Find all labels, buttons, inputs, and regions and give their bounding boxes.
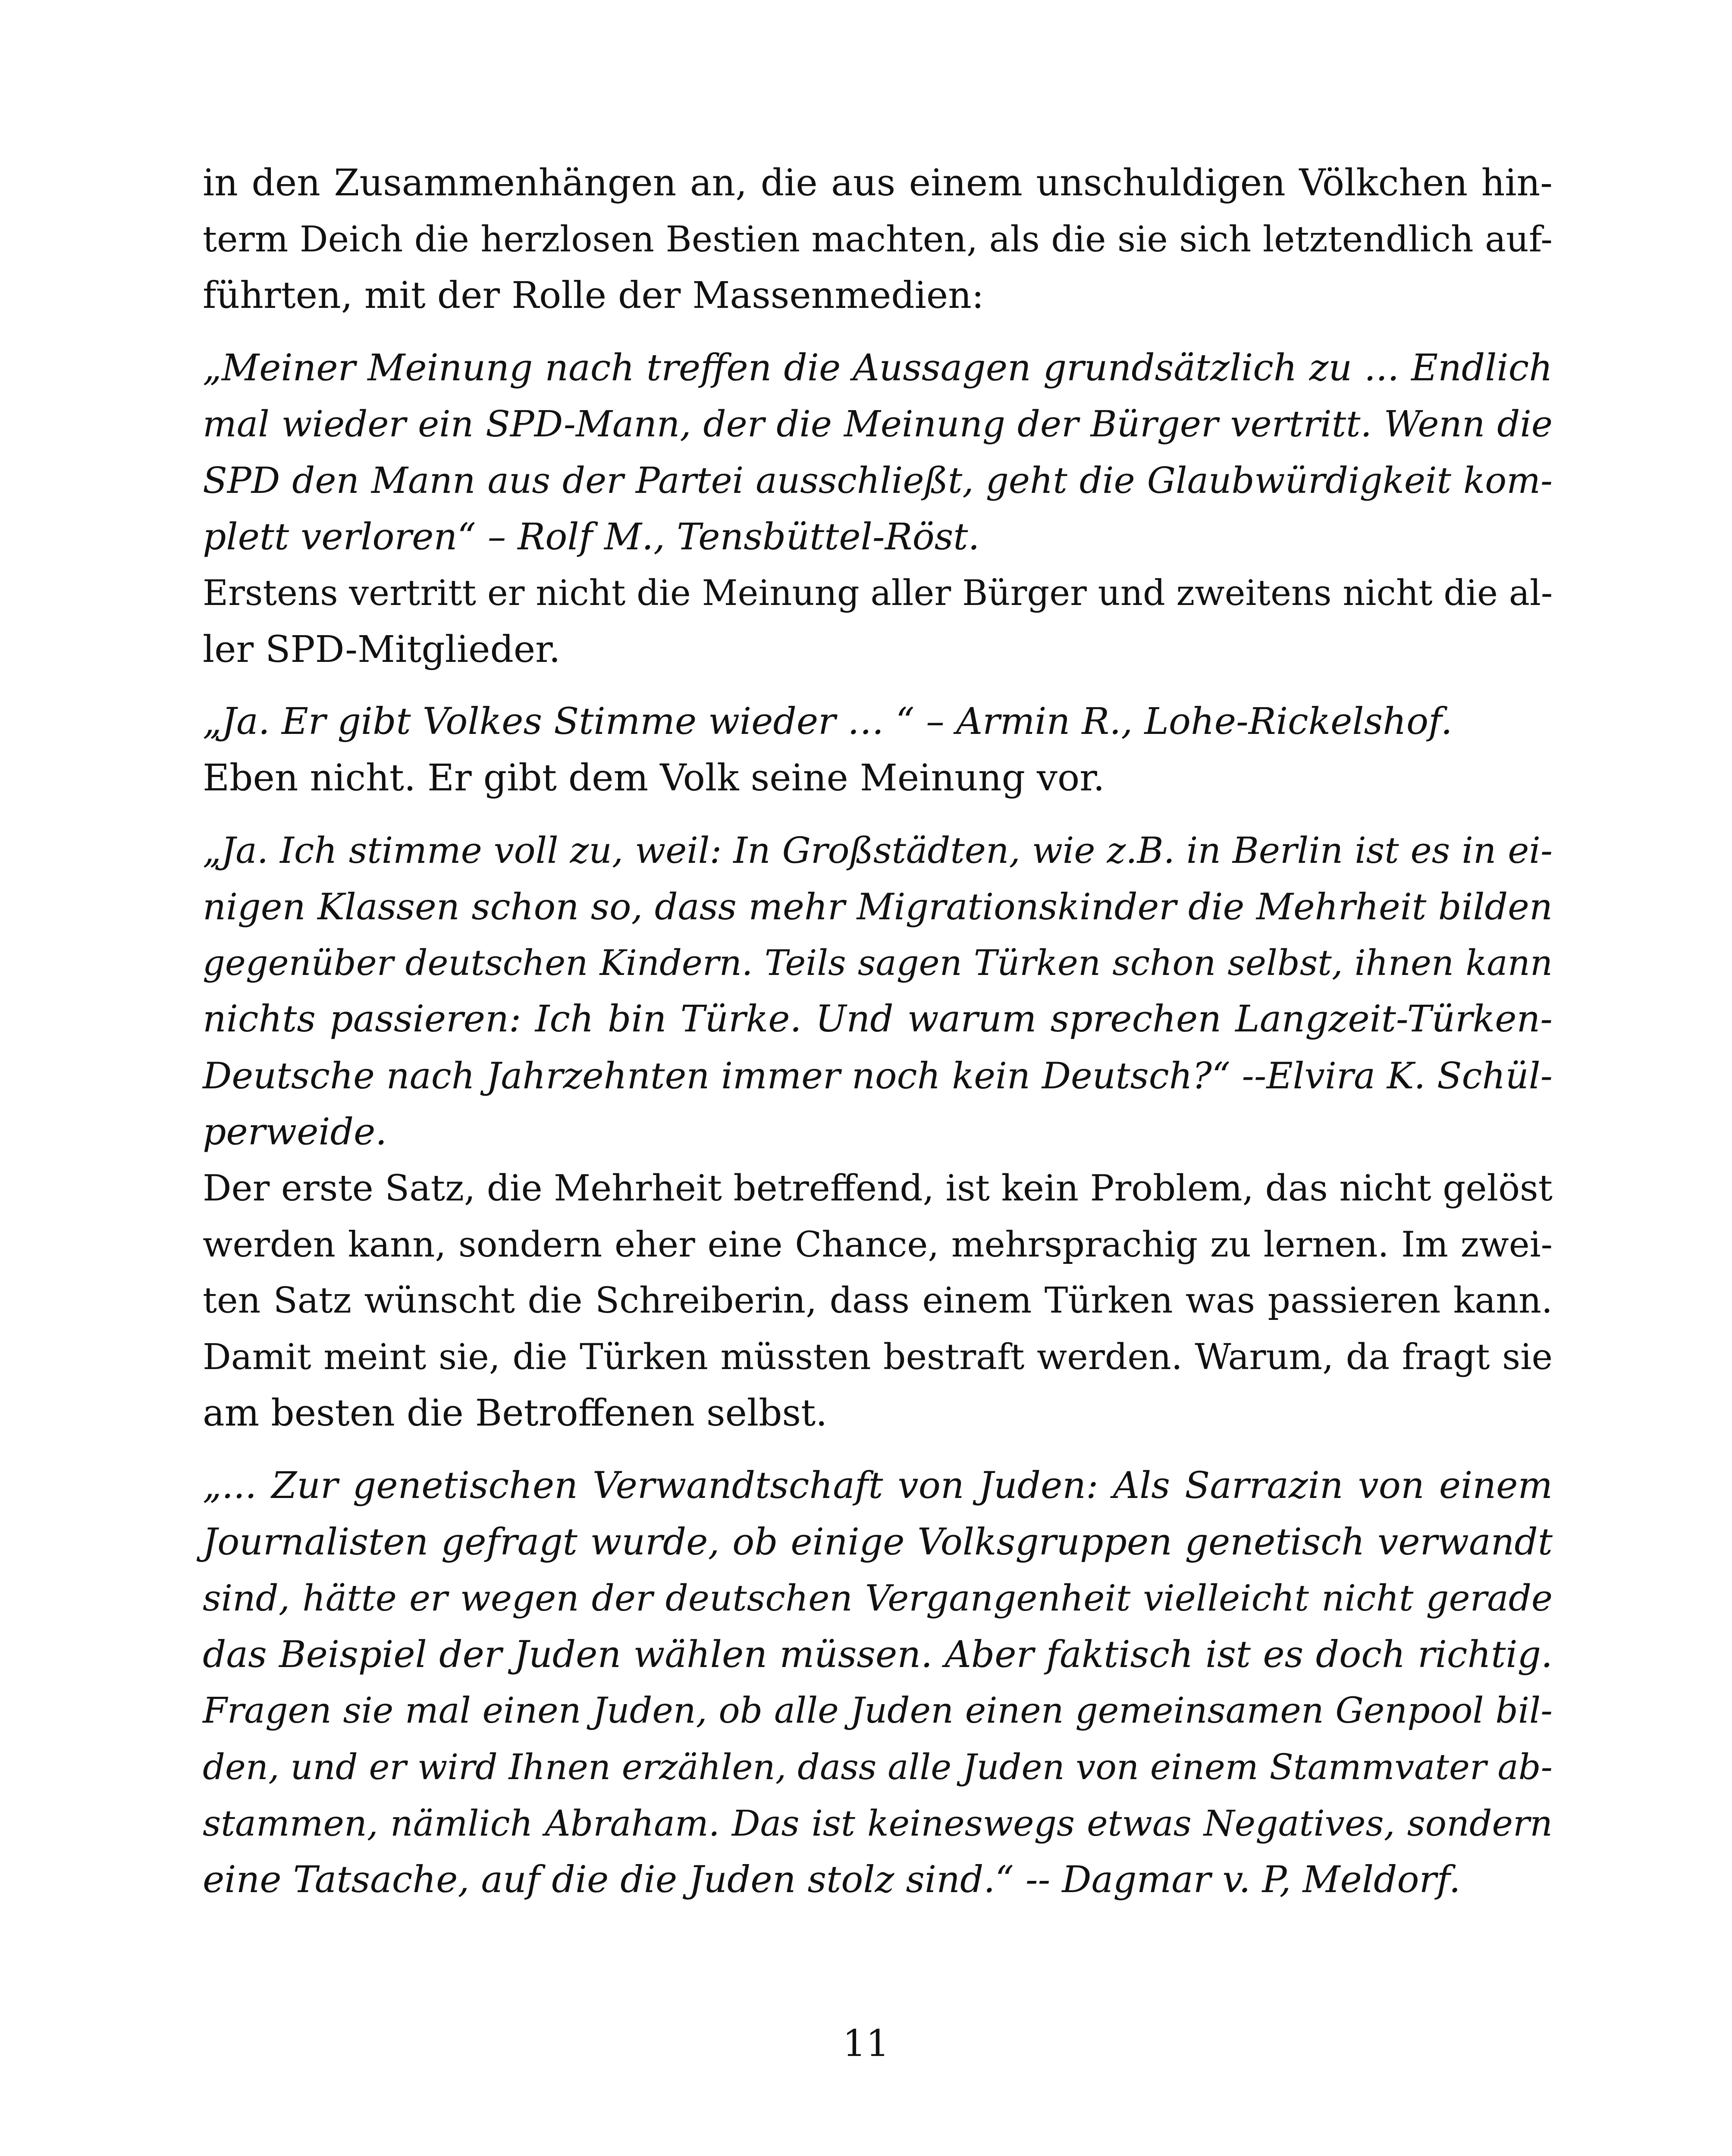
page-number: 11 bbox=[842, 2022, 890, 2065]
quote-line: sind, hätte er wegen der deutschen Vergangenheit vielleicht nicht gerade bbox=[203, 1577, 1553, 1620]
response-line: Der erste Satz, die Mehrheit betreffend, ist kein Problem, das nicht gelöst bbox=[203, 1167, 1553, 1210]
quote-line: SPD den Mann aus der Partei ausschließt, geht die Glaubwürdigkeit kom- bbox=[203, 459, 1553, 501]
quote-line: nigen Klassen schon so, dass mehr Migrationskinder die Mehrheit bilden bbox=[203, 886, 1553, 928]
quote-line: Fragen sie mal einen Juden, ob alle Juden einen gemeinsamen Genpool bil- bbox=[203, 1690, 1553, 1732]
quote-line: „... Zur genetischen Verwandtschaft von Juden: Als Sarrazin von einem bbox=[203, 1464, 1553, 1507]
text-body bbox=[203, 155, 1553, 1908]
quote-line: nichts passieren: Ich bin Türke. Und warum sprechen Langzeit-Türken- bbox=[203, 998, 1553, 1041]
quote-line: „Ja. Er gibt Volkes Stimme wieder … “ – Armin R., Lohe-Rickelshof. bbox=[203, 700, 1453, 743]
quote-line: Journalisten gefragt wurde, ob einige Volksgruppen genetisch verwandt bbox=[203, 1520, 1553, 1564]
quote-line: gegenüber deutschen Kindern. Teils sagen Türken schon selbst, ihnen kann bbox=[203, 943, 1553, 984]
response-line: Erstens vertritt er nicht die Meinung aller Bürger und zweitens nicht die al- bbox=[203, 573, 1553, 614]
response-line: Eben nicht. Er gibt dem Volk seine Meinung vor. bbox=[203, 756, 1105, 799]
response-line: am besten die Betroffenen selbst. bbox=[203, 1392, 828, 1435]
quote-line: mal wieder ein SPD-Mann, der die Meinung der Bürger vertritt. Wenn die bbox=[203, 403, 1553, 445]
response-line: ten Satz wünscht die Schreiberin, dass einem Türken was passieren kann. bbox=[203, 1280, 1553, 1322]
quote-line: „Meiner Meinung nach treffen die Aussagen grundsätzlich zu ... Endlich bbox=[203, 346, 1553, 389]
paragraph-gap bbox=[203, 678, 1553, 694]
intro-line: führten, mit der Rolle der Massenmedien: bbox=[203, 274, 984, 317]
response-line: werden kann, sondern eher eine Chance, mehrsprachig zu lernen. Im zwei- bbox=[203, 1224, 1553, 1265]
paragraph-gap bbox=[203, 324, 1553, 340]
paragraph-gap bbox=[203, 807, 1553, 823]
quote-line: plett verloren“ – Rolf M., Tensbüttel-Röst. bbox=[203, 515, 980, 558]
quote-line: „Ja. Ich stimme voll zu, weil: In Großstädten, wie z.B. in Berlin ist es in ei- bbox=[203, 829, 1553, 871]
quote-line: das Beispiel der Juden wählen müssen. Aber faktisch ist es doch richtig. bbox=[203, 1633, 1553, 1676]
response-line: ler SPD-Mitglieder. bbox=[203, 628, 561, 671]
quote-line: den, und er wird Ihnen erzählen, dass alle Juden von einem Stammvater ab- bbox=[203, 1747, 1553, 1788]
response-line: Damit meint sie, die Türken müssten bestraft werden. Warum, da fragt sie bbox=[203, 1336, 1553, 1378]
paragraph-gap bbox=[203, 1442, 1553, 1458]
intro-line: term Deich die herzlosen Bestien machten, als die sie sich letztendlich auf- bbox=[203, 219, 1553, 260]
quote-line: eine Tatsache, auf die die Juden stolz sind.“ -- Dagmar v. P, Meldorf. bbox=[203, 1858, 1461, 1902]
quote-line: Deutsche nach Jahrzehnten immer noch kein Deutsch?“ --Elvira K. Schül- bbox=[203, 1054, 1553, 1097]
quote-line: perweide. bbox=[203, 1110, 387, 1153]
quote-line: stammen, nämlich Abraham. Das ist keineswegs etwas Negatives, sondern bbox=[203, 1803, 1553, 1844]
intro-line: in den Zusammenhängen an, die aus einem unschuldigen Völkchen hin- bbox=[203, 162, 1553, 204]
